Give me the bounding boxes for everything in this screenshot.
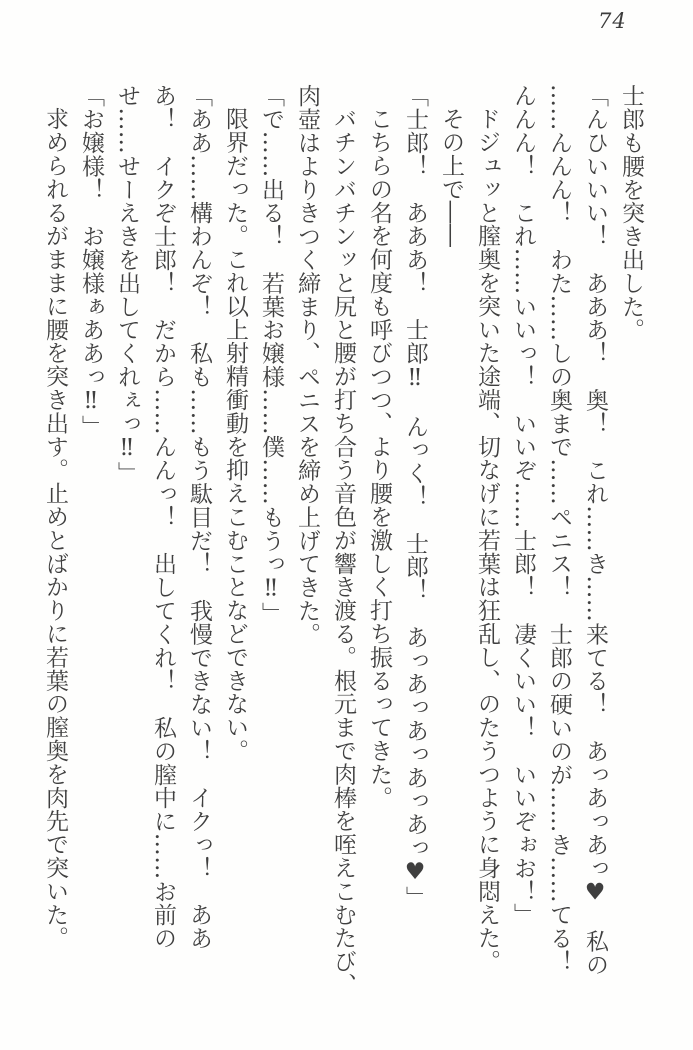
text-column: 士郎も腰を突き出した。 xyxy=(618,84,644,342)
text-column: 「ああ……構わんぞ！ 私も……もう駄目だ！ 我慢できない！ イクっ！ ああ xyxy=(186,84,212,950)
text-column: 「んひいいい！ あああ！ 奥！ これ……き……来てる！ あっあっあっ♥ 私の xyxy=(582,84,608,977)
text-column: こちらの名を何度も呼びつつ、より腰を激しく打ち振るってきた。 xyxy=(366,107,392,809)
text-column: あ！ イクぞ士郎！ だから……んんっ！ 出してくれ！ 私の膣中に……お前の xyxy=(150,84,176,950)
text-column: んんん！ これ……いいっ！ いいぞ……士郎！ 凄くいい！ いいぞぉお！」 xyxy=(510,84,536,927)
page-number: 74 xyxy=(598,9,627,33)
text-column: バチンバチンッと尻と腰が打ち合う音色が響き渡る。根元まで肉棒を咥えこむたび、 xyxy=(330,107,356,997)
text-column: 求められるがままに腰を突き出す。止めとばかりに若葉の膣奥を肉先で突いた。 xyxy=(42,107,68,950)
text-column: せ……せーえきを出してくれぇっ‼」 xyxy=(114,84,140,485)
text-column: 肉壺はよりきつく締まり、ペニスを締め上げてきた。 xyxy=(294,84,320,646)
text-column: 限界だった。これ以上射精衝動を抑えこむことなどできない。 xyxy=(222,107,248,763)
text-column: 「で……出る！ 若葉お嬢様……僕……もうっ‼」 xyxy=(258,84,284,626)
text-column: 「お嬢様！ お嬢様ぁああっ‼」 xyxy=(78,84,104,438)
page-text xyxy=(37,84,649,1016)
text-column: ドジュッと膣奥を突いた途端、切なげに若葉は狂乱し、のたうつように身悶えた。 xyxy=(474,107,500,973)
text-column: その上で―― xyxy=(438,107,464,248)
text-column: ……んんん！ わた……しの奥まで……ペニス！ 士郎の硬いのが……き……てる！ xyxy=(546,84,572,974)
text-column: 「士郎！ あああ！ 士郎‼ んっく！ 士郎！ あっあっあっあっあっ♥」 xyxy=(402,84,428,909)
